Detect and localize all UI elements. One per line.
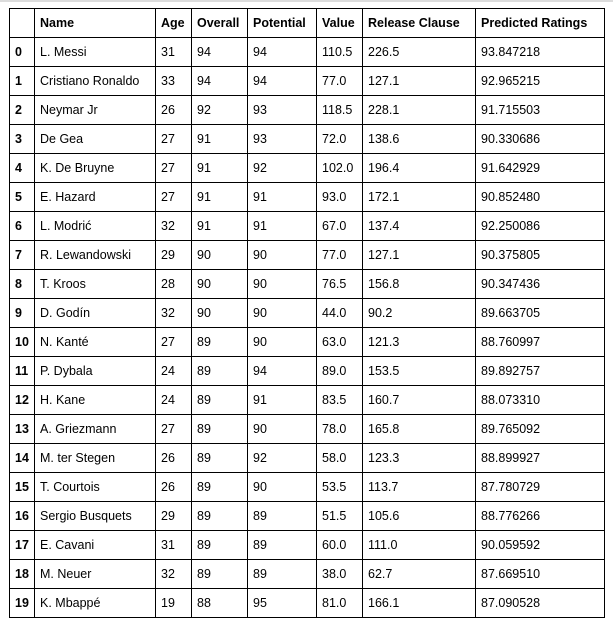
cell-potential: 90 (248, 328, 317, 357)
cell-potential: 91 (248, 212, 317, 241)
table-row (10, 67, 605, 96)
cell-overall: 90 (192, 241, 248, 270)
cell-age: 32 (156, 212, 192, 241)
table-row (10, 560, 605, 589)
cell-name: D. Godín (35, 299, 156, 328)
cell-value: 77.0 (317, 67, 363, 96)
cell-name: T. Courtois (35, 473, 156, 502)
column-header-release-clause: Release Clause (363, 9, 476, 38)
header-row (10, 9, 605, 38)
cell-name: E. Hazard (35, 183, 156, 212)
cell-value: 60.0 (317, 531, 363, 560)
column-header-overall: Overall (192, 9, 248, 38)
cell-name: P. Dybala (35, 357, 156, 386)
cell-name: A. Griezmann (35, 415, 156, 444)
cell-overall: 89 (192, 415, 248, 444)
table-body (10, 38, 605, 618)
cell-age: 27 (156, 154, 192, 183)
row-index: 0 (10, 38, 35, 67)
cell-potential: 90 (248, 473, 317, 502)
cell-overall: 89 (192, 357, 248, 386)
cell-predicted-ratings: 89.892757 (476, 357, 605, 386)
cell-potential: 93 (248, 96, 317, 125)
cell-release-clause: 166.1 (363, 589, 476, 618)
cell-potential: 89 (248, 502, 317, 531)
cell-release-clause: 196.4 (363, 154, 476, 183)
cell-value: 51.5 (317, 502, 363, 531)
cell-age: 32 (156, 299, 192, 328)
table-row (10, 589, 605, 618)
table-row (10, 386, 605, 415)
table-row (10, 96, 605, 125)
cell-predicted-ratings: 90.375805 (476, 241, 605, 270)
column-header-potential: Potential (248, 9, 317, 38)
cell-age: 28 (156, 270, 192, 299)
cell-predicted-ratings: 90.059592 (476, 531, 605, 560)
cell-value: 81.0 (317, 589, 363, 618)
cell-potential: 90 (248, 241, 317, 270)
cell-potential: 92 (248, 444, 317, 473)
row-index: 4 (10, 154, 35, 183)
cell-potential: 90 (248, 299, 317, 328)
row-index: 13 (10, 415, 35, 444)
cell-release-clause: 137.4 (363, 212, 476, 241)
cell-value: 76.5 (317, 270, 363, 299)
cell-age: 29 (156, 502, 192, 531)
cell-predicted-ratings: 87.780729 (476, 473, 605, 502)
cell-age: 27 (156, 328, 192, 357)
cell-name: R. Lewandowski (35, 241, 156, 270)
cell-age: 19 (156, 589, 192, 618)
cell-potential: 90 (248, 270, 317, 299)
cell-predicted-ratings: 90.852480 (476, 183, 605, 212)
cell-overall: 91 (192, 154, 248, 183)
row-index: 8 (10, 270, 35, 299)
cell-overall: 89 (192, 560, 248, 589)
cell-release-clause: 165.8 (363, 415, 476, 444)
cell-overall: 88 (192, 589, 248, 618)
cell-overall: 90 (192, 299, 248, 328)
cell-predicted-ratings: 91.715503 (476, 96, 605, 125)
column-header-predicted-ratings: Predicted Ratings (476, 9, 605, 38)
table-row (10, 415, 605, 444)
cell-predicted-ratings: 87.669510 (476, 560, 605, 589)
cell-release-clause: 156.8 (363, 270, 476, 299)
cell-release-clause: 160.7 (363, 386, 476, 415)
cell-value: 83.5 (317, 386, 363, 415)
cell-overall: 89 (192, 531, 248, 560)
cell-name: De Gea (35, 125, 156, 154)
cell-release-clause: 105.6 (363, 502, 476, 531)
cell-release-clause: 127.1 (363, 241, 476, 270)
cell-value: 102.0 (317, 154, 363, 183)
cell-name: L. Messi (35, 38, 156, 67)
cell-value: 78.0 (317, 415, 363, 444)
cell-predicted-ratings: 88.776266 (476, 502, 605, 531)
cell-predicted-ratings: 92.965215 (476, 67, 605, 96)
row-index: 10 (10, 328, 35, 357)
cell-release-clause: 113.7 (363, 473, 476, 502)
cell-value: 72.0 (317, 125, 363, 154)
cell-release-clause: 121.3 (363, 328, 476, 357)
table-row (10, 154, 605, 183)
column-header-age: Age (156, 9, 192, 38)
table-row (10, 212, 605, 241)
cell-name: E. Cavani (35, 531, 156, 560)
cell-name: Neymar Jr (35, 96, 156, 125)
cell-release-clause: 127.1 (363, 67, 476, 96)
cell-release-clause: 172.1 (363, 183, 476, 212)
cell-release-clause: 153.5 (363, 357, 476, 386)
cell-name: T. Kroos (35, 270, 156, 299)
row-index: 9 (10, 299, 35, 328)
cell-overall: 94 (192, 38, 248, 67)
row-index: 15 (10, 473, 35, 502)
row-index: 14 (10, 444, 35, 473)
cell-name: H. Kane (35, 386, 156, 415)
cell-potential: 92 (248, 154, 317, 183)
table-row (10, 328, 605, 357)
cell-potential: 94 (248, 67, 317, 96)
table-row (10, 38, 605, 67)
row-index: 12 (10, 386, 35, 415)
row-index: 7 (10, 241, 35, 270)
cell-age: 26 (156, 444, 192, 473)
cell-age: 33 (156, 67, 192, 96)
row-index: 5 (10, 183, 35, 212)
cell-release-clause: 123.3 (363, 444, 476, 473)
table-row (10, 444, 605, 473)
cell-predicted-ratings: 89.663705 (476, 299, 605, 328)
cell-predicted-ratings: 87.090528 (476, 589, 605, 618)
cell-value: 118.5 (317, 96, 363, 125)
cell-potential: 91 (248, 386, 317, 415)
row-index: 19 (10, 589, 35, 618)
cell-name: Sergio Busquets (35, 502, 156, 531)
cell-overall: 89 (192, 386, 248, 415)
cell-name: L. Modrić (35, 212, 156, 241)
cell-name: M. Neuer (35, 560, 156, 589)
cell-predicted-ratings: 91.642929 (476, 154, 605, 183)
cell-value: 110.5 (317, 38, 363, 67)
row-index: 6 (10, 212, 35, 241)
cell-value: 58.0 (317, 444, 363, 473)
cell-age: 24 (156, 357, 192, 386)
cell-age: 27 (156, 183, 192, 212)
cell-age: 31 (156, 531, 192, 560)
cell-value: 77.0 (317, 241, 363, 270)
cell-age: 26 (156, 96, 192, 125)
row-index: 17 (10, 531, 35, 560)
cell-release-clause: 62.7 (363, 560, 476, 589)
cell-release-clause: 226.5 (363, 38, 476, 67)
table-row (10, 125, 605, 154)
cell-value: 63.0 (317, 328, 363, 357)
cell-age: 31 (156, 38, 192, 67)
cell-age: 32 (156, 560, 192, 589)
cell-release-clause: 90.2 (363, 299, 476, 328)
cell-name: Cristiano Ronaldo (35, 67, 156, 96)
table-row (10, 270, 605, 299)
cell-potential: 90 (248, 415, 317, 444)
cell-value: 67.0 (317, 212, 363, 241)
cell-release-clause: 228.1 (363, 96, 476, 125)
column-header-value: Value (317, 9, 363, 38)
cell-potential: 94 (248, 38, 317, 67)
cell-value: 44.0 (317, 299, 363, 328)
table-row (10, 473, 605, 502)
cell-potential: 91 (248, 183, 317, 212)
row-index: 16 (10, 502, 35, 531)
cell-age: 26 (156, 473, 192, 502)
cell-predicted-ratings: 90.330686 (476, 125, 605, 154)
cell-release-clause: 111.0 (363, 531, 476, 560)
dataframe-table (9, 8, 605, 618)
cell-overall: 89 (192, 502, 248, 531)
cell-overall: 91 (192, 212, 248, 241)
cell-age: 27 (156, 125, 192, 154)
cell-name: K. De Bruyne (35, 154, 156, 183)
table-row (10, 299, 605, 328)
cell-age: 24 (156, 386, 192, 415)
cell-value: 53.5 (317, 473, 363, 502)
cell-predicted-ratings: 88.073310 (476, 386, 605, 415)
cell-value: 93.0 (317, 183, 363, 212)
cell-potential: 93 (248, 125, 317, 154)
cell-predicted-ratings: 93.847218 (476, 38, 605, 67)
table-row (10, 502, 605, 531)
cell-overall: 89 (192, 473, 248, 502)
cell-potential: 89 (248, 560, 317, 589)
cell-overall: 94 (192, 67, 248, 96)
cell-overall: 89 (192, 444, 248, 473)
cell-age: 29 (156, 241, 192, 270)
table-row (10, 183, 605, 212)
cell-potential: 95 (248, 589, 317, 618)
cell-predicted-ratings: 89.765092 (476, 415, 605, 444)
cell-value: 89.0 (317, 357, 363, 386)
cell-overall: 91 (192, 183, 248, 212)
cell-predicted-ratings: 90.347436 (476, 270, 605, 299)
output-cell-top-border (0, 0, 613, 2)
table-row (10, 241, 605, 270)
cell-overall: 92 (192, 96, 248, 125)
cell-overall: 90 (192, 270, 248, 299)
cell-overall: 91 (192, 125, 248, 154)
row-index: 11 (10, 357, 35, 386)
cell-potential: 94 (248, 357, 317, 386)
table-header (10, 9, 605, 38)
cell-name: K. Mbappé (35, 589, 156, 618)
cell-value: 38.0 (317, 560, 363, 589)
row-index: 1 (10, 67, 35, 96)
column-header-index (10, 9, 35, 38)
cell-predicted-ratings: 88.760997 (476, 328, 605, 357)
row-index: 3 (10, 125, 35, 154)
row-index: 18 (10, 560, 35, 589)
cell-predicted-ratings: 92.250086 (476, 212, 605, 241)
column-header-name: Name (35, 9, 156, 38)
cell-predicted-ratings: 88.899927 (476, 444, 605, 473)
cell-potential: 89 (248, 531, 317, 560)
cell-release-clause: 138.6 (363, 125, 476, 154)
cell-age: 27 (156, 415, 192, 444)
cell-name: N. Kanté (35, 328, 156, 357)
table-row (10, 531, 605, 560)
cell-overall: 89 (192, 328, 248, 357)
cell-name: M. ter Stegen (35, 444, 156, 473)
table-row (10, 357, 605, 386)
row-index: 2 (10, 96, 35, 125)
